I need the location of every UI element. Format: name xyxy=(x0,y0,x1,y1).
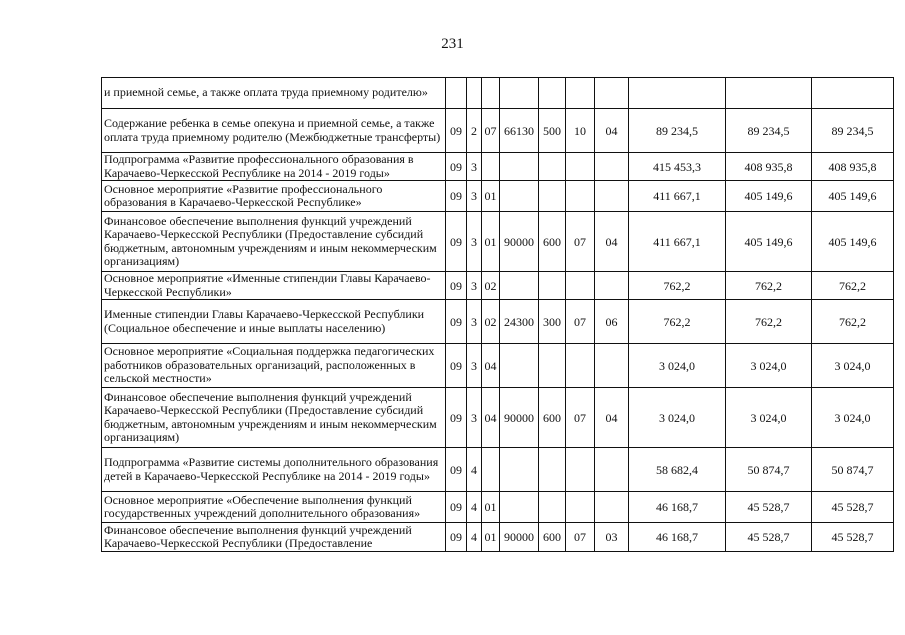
code-subprogram xyxy=(482,78,500,109)
code-section: 07 xyxy=(566,212,595,272)
code-direction: 90000 xyxy=(500,388,539,448)
code-ministry: 09 xyxy=(446,109,467,153)
code-subprogram: 07 xyxy=(482,109,500,153)
code-direction xyxy=(500,492,539,523)
amount-year-3: 408 935,8 xyxy=(812,153,894,181)
code-expense-type xyxy=(539,492,566,523)
table-row xyxy=(102,181,894,212)
code-expense-type xyxy=(539,344,566,388)
code-expense-type xyxy=(539,153,566,181)
code-subsection: 04 xyxy=(595,388,629,448)
table-row xyxy=(102,78,894,109)
code-program: 3 xyxy=(467,212,482,272)
code-expense-type: 600 xyxy=(539,388,566,448)
table-row xyxy=(102,300,894,344)
code-ministry: 09 xyxy=(446,272,467,300)
code-expense-type xyxy=(539,181,566,212)
code-direction xyxy=(500,153,539,181)
code-program xyxy=(467,78,482,109)
code-subsection: 03 xyxy=(595,523,629,552)
amount-year-2: 405 149,6 xyxy=(726,212,812,272)
code-program: 3 xyxy=(467,153,482,181)
amount-year-3: 762,2 xyxy=(812,300,894,344)
table-row xyxy=(102,492,894,523)
code-ministry: 09 xyxy=(446,300,467,344)
amount-year-1: 411 667,1 xyxy=(629,181,726,212)
table-row xyxy=(102,212,894,272)
amount-year-1: 58 682,4 xyxy=(629,448,726,492)
code-ministry: 09 xyxy=(446,212,467,272)
amount-year-2: 762,2 xyxy=(726,272,812,300)
table-row xyxy=(102,448,894,492)
code-subsection: 04 xyxy=(595,109,629,153)
code-ministry: 09 xyxy=(446,388,467,448)
amount-year-2: 3 024,0 xyxy=(726,344,812,388)
code-ministry: 09 xyxy=(446,523,467,552)
code-expense-type: 600 xyxy=(539,212,566,272)
code-expense-type: 600 xyxy=(539,523,566,552)
code-ministry: 09 xyxy=(446,448,467,492)
table-body xyxy=(102,78,894,552)
amount-year-2: 89 234,5 xyxy=(726,109,812,153)
code-ministry: 09 xyxy=(446,153,467,181)
table-row xyxy=(102,153,894,181)
code-subprogram: 01 xyxy=(482,523,500,552)
amount-year-1: 415 453,3 xyxy=(629,153,726,181)
code-subsection xyxy=(595,272,629,300)
amount-year-2: 405 149,6 xyxy=(726,181,812,212)
code-direction xyxy=(500,272,539,300)
amount-year-2 xyxy=(726,78,812,109)
code-section: 07 xyxy=(566,523,595,552)
code-program: 4 xyxy=(467,448,482,492)
amount-year-1: 46 168,7 xyxy=(629,492,726,523)
code-program: 3 xyxy=(467,388,482,448)
amount-year-2: 45 528,7 xyxy=(726,523,812,552)
amount-year-3: 45 528,7 xyxy=(812,523,894,552)
code-subprogram: 01 xyxy=(482,492,500,523)
table-row xyxy=(102,109,894,153)
code-subsection: 04 xyxy=(595,212,629,272)
code-program: 3 xyxy=(467,272,482,300)
row-name: Основное мероприятие «Социальная поддержка педагогических работников образовательных организаций, расположенных в сельской местности» xyxy=(102,344,446,388)
code-ministry: 09 xyxy=(446,344,467,388)
code-subprogram: 02 xyxy=(482,272,500,300)
code-subprogram: 02 xyxy=(482,300,500,344)
row-name: Содержание ребенка в семье опекуна и приемной семье, а также оплата труда приемному родителю (Межбюджетные трансферты) xyxy=(102,109,446,153)
code-expense-type xyxy=(539,448,566,492)
amount-year-1: 46 168,7 xyxy=(629,523,726,552)
code-program: 3 xyxy=(467,181,482,212)
amount-year-3: 45 528,7 xyxy=(812,492,894,523)
amount-year-1 xyxy=(629,78,726,109)
amount-year-2: 45 528,7 xyxy=(726,492,812,523)
row-name: Именные стипендии Главы Карачаево-Черкесской Республики (Социальное обеспечение и иные выплаты населению) xyxy=(102,300,446,344)
code-section xyxy=(566,448,595,492)
code-program: 2 xyxy=(467,109,482,153)
code-expense-type: 500 xyxy=(539,109,566,153)
budget-table xyxy=(101,77,894,552)
code-section xyxy=(566,344,595,388)
code-subprogram: 04 xyxy=(482,388,500,448)
code-subsection xyxy=(595,492,629,523)
code-program: 4 xyxy=(467,523,482,552)
row-name: Подпрограмма «Развитие профессионального образования в Карачаево-Черкесской Республике на 2014 - 2019 годы» xyxy=(102,153,446,181)
row-name: Подпрограмма «Развитие системы дополнительного образования детей в Карачаево-Черкесской Республике на 2014 - 2019 годы» xyxy=(102,448,446,492)
code-direction: 90000 xyxy=(500,523,539,552)
code-expense-type xyxy=(539,272,566,300)
amount-year-3 xyxy=(812,78,894,109)
code-expense-type: 300 xyxy=(539,300,566,344)
amount-year-2: 762,2 xyxy=(726,300,812,344)
row-name: Основное мероприятие «Именные стипендии Главы Карачаево-Черкесской Республики» xyxy=(102,272,446,300)
amount-year-3: 3 024,0 xyxy=(812,388,894,448)
code-section: 07 xyxy=(566,300,595,344)
code-ministry xyxy=(446,78,467,109)
amount-year-3: 3 024,0 xyxy=(812,344,894,388)
table-row xyxy=(102,523,894,552)
code-subprogram xyxy=(482,153,500,181)
code-section xyxy=(566,153,595,181)
code-section xyxy=(566,181,595,212)
code-direction xyxy=(500,448,539,492)
code-direction: 66130 xyxy=(500,109,539,153)
code-subprogram xyxy=(482,448,500,492)
code-section xyxy=(566,492,595,523)
row-name: и приемной семье, а также оплата труда приемному родителю» xyxy=(102,78,446,109)
code-direction: 24300 xyxy=(500,300,539,344)
row-name: Финансовое обеспечение выполнения функций учреждений Карачаево-Черкесской Республики (Предоставление xyxy=(102,523,446,552)
page-number: 231 xyxy=(441,36,464,52)
code-direction xyxy=(500,344,539,388)
code-program: 3 xyxy=(467,300,482,344)
code-subsection xyxy=(595,78,629,109)
amount-year-2: 408 935,8 xyxy=(726,153,812,181)
code-subprogram: 01 xyxy=(482,181,500,212)
row-name: Основное мероприятие «Развитие профессионального образования в Карачаево-Черкесской Республике» xyxy=(102,181,446,212)
table-row xyxy=(102,344,894,388)
code-direction: 90000 xyxy=(500,212,539,272)
amount-year-2: 3 024,0 xyxy=(726,388,812,448)
amount-year-1: 3 024,0 xyxy=(629,388,726,448)
table-row xyxy=(102,272,894,300)
code-subprogram: 01 xyxy=(482,212,500,272)
amount-year-1: 762,2 xyxy=(629,300,726,344)
amount-year-2: 50 874,7 xyxy=(726,448,812,492)
row-name: Основное мероприятие «Обеспечение выполнения функций государственных учреждений дополнительного образования» xyxy=(102,492,446,523)
amount-year-3: 405 149,6 xyxy=(812,212,894,272)
code-expense-type xyxy=(539,78,566,109)
code-section: 10 xyxy=(566,109,595,153)
amount-year-3: 762,2 xyxy=(812,272,894,300)
amount-year-3: 89 234,5 xyxy=(812,109,894,153)
code-subsection xyxy=(595,344,629,388)
amount-year-1: 762,2 xyxy=(629,272,726,300)
amount-year-1: 89 234,5 xyxy=(629,109,726,153)
amount-year-3: 50 874,7 xyxy=(812,448,894,492)
code-program: 4 xyxy=(467,492,482,523)
amount-year-1: 3 024,0 xyxy=(629,344,726,388)
amount-year-3: 405 149,6 xyxy=(812,181,894,212)
amount-year-1: 411 667,1 xyxy=(629,212,726,272)
row-name: Финансовое обеспечение выполнения функций учреждений Карачаево-Черкесской Республики (Предоставление субсидий бюджетным, автономным учреждениям и иным некоммерческим организациям) xyxy=(102,212,446,272)
code-subsection: 06 xyxy=(595,300,629,344)
code-subsection xyxy=(595,448,629,492)
code-subprogram: 04 xyxy=(482,344,500,388)
code-subsection xyxy=(595,153,629,181)
code-direction xyxy=(500,78,539,109)
code-ministry: 09 xyxy=(446,181,467,212)
code-ministry: 09 xyxy=(446,492,467,523)
code-subsection xyxy=(595,181,629,212)
row-name: Финансовое обеспечение выполнения функций учреждений Карачаево-Черкесской Республики (Предоставление субсидий бюджетным, автономным учреждениям и иным некоммерческим организациям) xyxy=(102,388,446,448)
code-section xyxy=(566,272,595,300)
code-section: 07 xyxy=(566,388,595,448)
code-section xyxy=(566,78,595,109)
table-row xyxy=(102,388,894,448)
code-direction xyxy=(500,181,539,212)
code-program: 3 xyxy=(467,344,482,388)
